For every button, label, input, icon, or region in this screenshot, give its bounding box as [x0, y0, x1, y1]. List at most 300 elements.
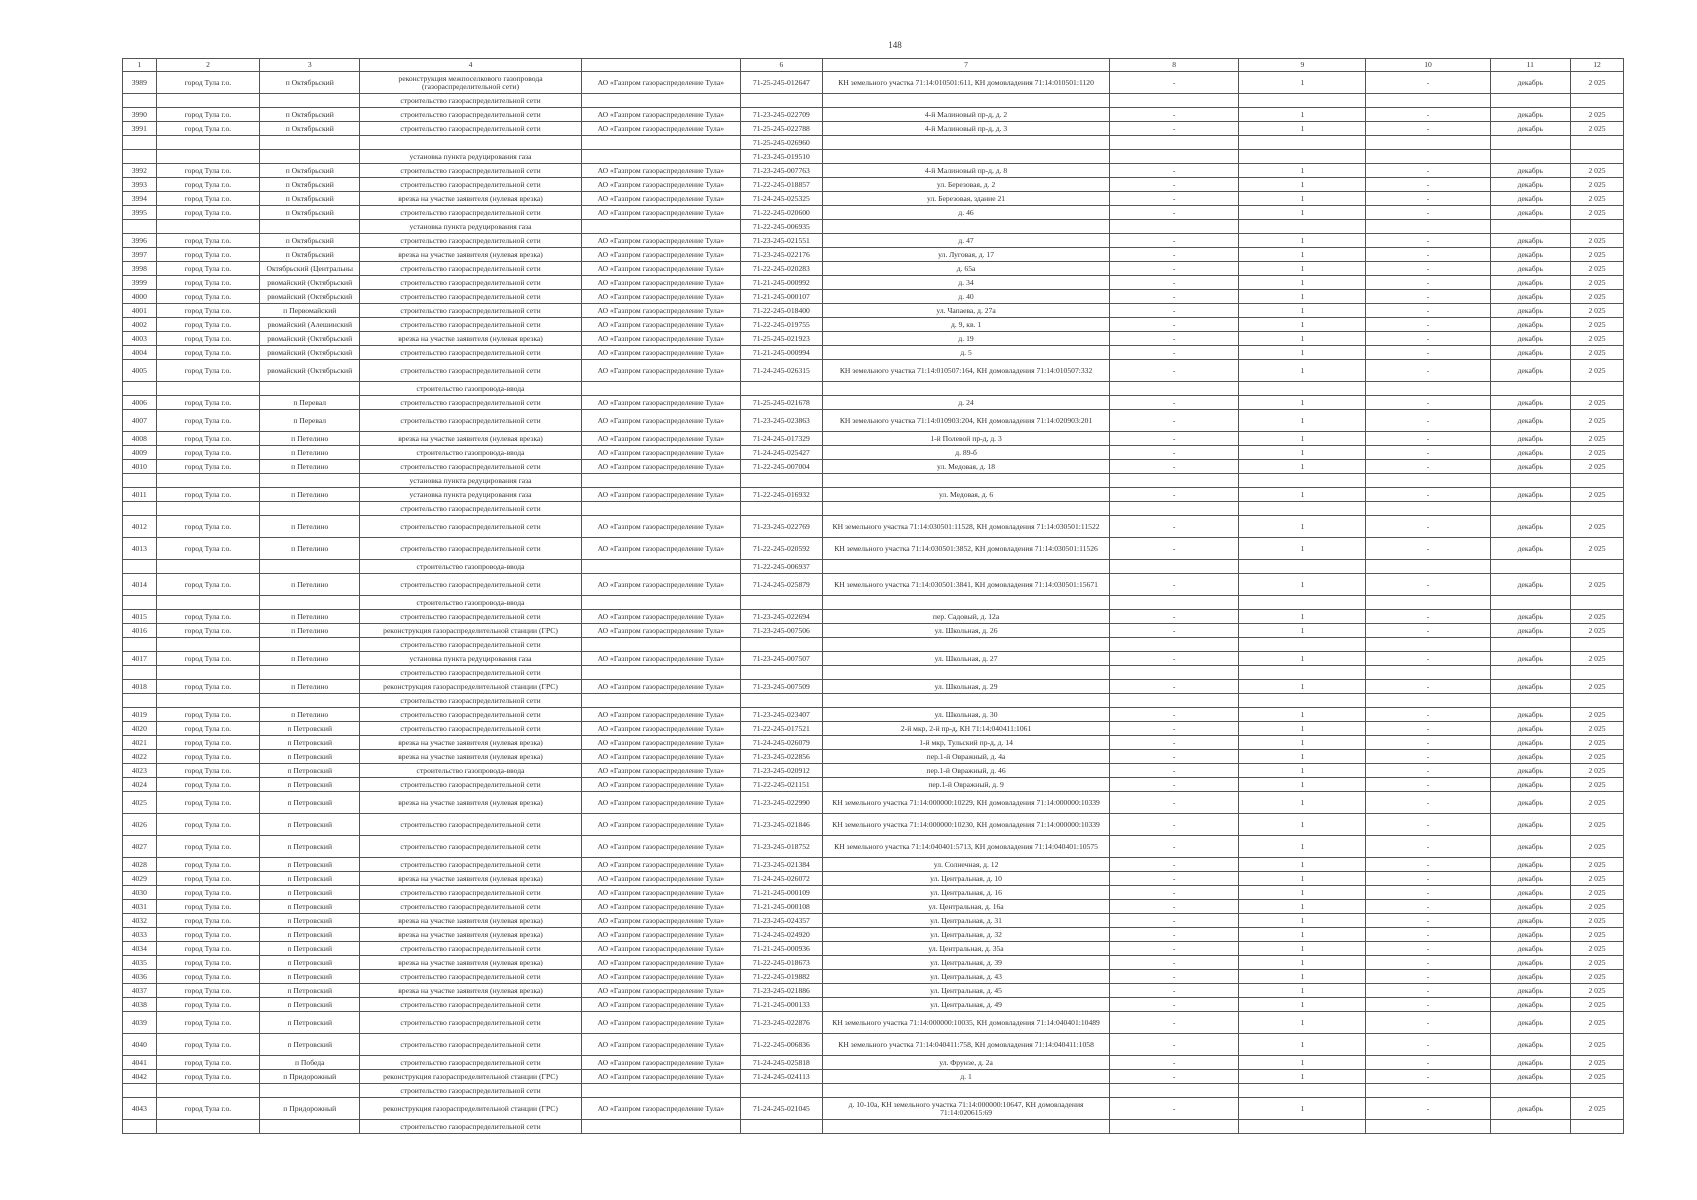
- table-cell: -: [1110, 722, 1239, 736]
- table-cell: АО «Газпром газораспределение Тула»: [581, 446, 740, 460]
- table-cell: 71-22-245-019882: [740, 970, 822, 984]
- table-row: [123, 538, 1624, 560]
- table-cell: п Петровский: [260, 886, 360, 900]
- table-cell: [581, 1084, 740, 1098]
- table-row: [123, 680, 1624, 694]
- table-cell: [823, 560, 1110, 574]
- table-cell: строительство газораспределительной сети: [360, 778, 582, 792]
- table-cell: [1571, 94, 1624, 108]
- table-cell: 2 025: [1571, 1070, 1624, 1084]
- table-cell: 2 025: [1571, 1056, 1624, 1070]
- table-cell: -: [1110, 488, 1239, 502]
- table-cell: 3995: [123, 206, 157, 220]
- table-cell: -: [1366, 1056, 1490, 1070]
- table-cell: -: [1110, 574, 1239, 596]
- table-cell: -: [1110, 750, 1239, 764]
- table-cell: 1: [1239, 708, 1366, 722]
- table-cell: п Победа: [260, 1056, 360, 1070]
- table-cell: [1366, 666, 1490, 680]
- table-cell: 4-й Малиновый пр-д, д. 2: [823, 108, 1110, 122]
- table-cell: строительство газораспределительной сети: [360, 610, 582, 624]
- table-cell: 71-25-245-012647: [740, 72, 822, 94]
- table-cell: 2 025: [1571, 680, 1624, 694]
- table-cell: -: [1366, 332, 1490, 346]
- table-cell: АО «Газпром газораспределение Тула»: [581, 836, 740, 858]
- table-row: [123, 94, 1624, 108]
- table-cell: 71-24-245-025427: [740, 446, 822, 460]
- table-cell: город Тула г.о.: [156, 956, 260, 970]
- table-cell: [156, 136, 260, 150]
- table-cell: врезка на участке заявителя (нулевая врезка): [360, 792, 582, 814]
- table-cell: 71-23-245-019510: [740, 150, 822, 164]
- table-cell: строительство газораспределительной сети: [360, 360, 582, 382]
- table-cell: АО «Газпром газораспределение Тула»: [581, 192, 740, 206]
- table-cell: 3991: [123, 122, 157, 136]
- table-row: [123, 234, 1624, 248]
- table-cell: 4025: [123, 792, 157, 814]
- table-cell: [823, 220, 1110, 234]
- table-cell: декабрь: [1490, 432, 1570, 446]
- table-cell: 71-25-245-021678: [740, 396, 822, 410]
- table-row: [123, 382, 1624, 396]
- table-cell: 1: [1239, 410, 1366, 432]
- table-cell: 1: [1239, 122, 1366, 136]
- table-cell: [123, 474, 157, 488]
- table-cell: город Тула г.о.: [156, 192, 260, 206]
- table-cell: город Тула г.о.: [156, 460, 260, 474]
- table-cell: 1: [1239, 900, 1366, 914]
- table-cell: 4032: [123, 914, 157, 928]
- table-cell: [581, 596, 740, 610]
- table-cell: [156, 474, 260, 488]
- table-cell: декабрь: [1490, 248, 1570, 262]
- table-cell: 2 025: [1571, 410, 1624, 432]
- table-cell: 2 025: [1571, 886, 1624, 900]
- table-cell: [1366, 220, 1490, 234]
- table-cell: 71-22-245-020592: [740, 538, 822, 560]
- table-cell: -: [1110, 206, 1239, 220]
- table-cell: 1: [1239, 680, 1366, 694]
- table-cell: 1: [1239, 1070, 1366, 1084]
- table-cell: город Тула г.о.: [156, 708, 260, 722]
- table-cell: 71-23-245-021886: [740, 984, 822, 998]
- table-row: [123, 502, 1624, 516]
- table-cell: п Петровский: [260, 998, 360, 1012]
- table-cell: 1: [1239, 984, 1366, 998]
- table-cell: 2 025: [1571, 914, 1624, 928]
- table-cell: строительство газораспределительной сети: [360, 814, 582, 836]
- table-row: [123, 900, 1624, 914]
- table-cell: -: [1110, 410, 1239, 432]
- table-cell: 1: [1239, 942, 1366, 956]
- table-cell: [1490, 666, 1570, 680]
- table-cell: 4033: [123, 928, 157, 942]
- table-cell: п Петровский: [260, 872, 360, 886]
- table-cell: АО «Газпром газораспределение Тула»: [581, 304, 740, 318]
- table-cell: декабрь: [1490, 1034, 1570, 1056]
- table-cell: [260, 1120, 360, 1134]
- table-cell: 4003: [123, 332, 157, 346]
- table-cell: 71-22-245-020283: [740, 262, 822, 276]
- table-cell: 71-23-245-021551: [740, 234, 822, 248]
- table-cell: город Тула г.о.: [156, 396, 260, 410]
- table-cell: 71-21-245-000109: [740, 886, 822, 900]
- table-cell: -: [1110, 164, 1239, 178]
- table-cell: ул. Чапаева, д. 27а: [823, 304, 1110, 318]
- table-cell: 71-24-245-021045: [740, 1098, 822, 1120]
- table-header: [123, 59, 1624, 72]
- table-cell: -: [1366, 778, 1490, 792]
- column-header: 9: [1239, 59, 1366, 72]
- table-cell: -: [1366, 1070, 1490, 1084]
- table-cell: [823, 596, 1110, 610]
- table-cell: [123, 150, 157, 164]
- table-cell: реконструкция газораспределительной станции (ГРС): [360, 680, 582, 694]
- table-cell: строительство газораспределительной сети: [360, 1012, 582, 1034]
- table-row: [123, 108, 1624, 122]
- table-cell: город Тула г.о.: [156, 248, 260, 262]
- table-cell: врезка на участке заявителя (нулевая врезка): [360, 750, 582, 764]
- table-cell: 1: [1239, 998, 1366, 1012]
- table-cell: город Тула г.о.: [156, 206, 260, 220]
- table-cell: декабрь: [1490, 836, 1570, 858]
- table-cell: ул. Школьная, д. 29: [823, 680, 1110, 694]
- table-cell: 4019: [123, 708, 157, 722]
- table-cell: 3999: [123, 276, 157, 290]
- table-cell: [123, 382, 157, 396]
- table-cell: [740, 638, 822, 652]
- table-cell: -: [1110, 290, 1239, 304]
- table-cell: декабрь: [1490, 750, 1570, 764]
- table-cell: п Петелино: [260, 680, 360, 694]
- table-cell: [1366, 136, 1490, 150]
- table-row: [123, 886, 1624, 900]
- table-cell: 71-23-245-007507: [740, 652, 822, 666]
- table-cell: -: [1366, 72, 1490, 94]
- table-cell: -: [1110, 192, 1239, 206]
- table-cell: город Тула г.о.: [156, 984, 260, 998]
- table-cell: д. 34: [823, 276, 1110, 290]
- table-cell: АО «Газпром газораспределение Тула»: [581, 750, 740, 764]
- table-cell: город Тула г.о.: [156, 1098, 260, 1120]
- table-cell: 71-25-245-022788: [740, 122, 822, 136]
- table-cell: 1: [1239, 332, 1366, 346]
- table-cell: 1: [1239, 446, 1366, 460]
- table-cell: АО «Газпром газораспределение Тула»: [581, 764, 740, 778]
- table-cell: реконструкция газораспределительной станции (ГРС): [360, 624, 582, 638]
- table-cell: 2 025: [1571, 72, 1624, 94]
- table-cell: п Петровский: [260, 928, 360, 942]
- table-cell: -: [1366, 956, 1490, 970]
- table-cell: 1: [1239, 914, 1366, 928]
- table-cell: 2 025: [1571, 276, 1624, 290]
- table-cell: декабрь: [1490, 998, 1570, 1012]
- table-cell: декабрь: [1490, 956, 1570, 970]
- table-cell: 1: [1239, 970, 1366, 984]
- table-cell: врезка на участке заявителя (нулевая врезка): [360, 956, 582, 970]
- table-cell: город Тула г.о.: [156, 360, 260, 382]
- table-cell: [823, 136, 1110, 150]
- table-cell: декабрь: [1490, 262, 1570, 276]
- table-cell: [581, 94, 740, 108]
- table-cell: 71-23-245-022856: [740, 750, 822, 764]
- table-cell: АО «Газпром газораспределение Тула»: [581, 998, 740, 1012]
- table-cell: [1490, 150, 1570, 164]
- table-cell: [1239, 596, 1366, 610]
- table-cell: 4-й Малиновый пр-д, д. 8: [823, 164, 1110, 178]
- table-cell: 71-22-245-016932: [740, 488, 822, 502]
- table-row: [123, 666, 1624, 680]
- table-cell: 71-23-245-020912: [740, 764, 822, 778]
- table-cell: строительство газораспределительной сети: [360, 108, 582, 122]
- table-cell: декабрь: [1490, 708, 1570, 722]
- table-cell: п Петелино: [260, 652, 360, 666]
- table-row: [123, 276, 1624, 290]
- table-cell: декабрь: [1490, 886, 1570, 900]
- table-cell: -: [1110, 858, 1239, 872]
- table-cell: -: [1366, 432, 1490, 446]
- table-cell: [123, 220, 157, 234]
- table-cell: 1: [1239, 538, 1366, 560]
- table-cell: -: [1366, 624, 1490, 638]
- table-cell: -: [1366, 900, 1490, 914]
- table-row: [123, 998, 1624, 1012]
- table-row: [123, 942, 1624, 956]
- table-cell: [1110, 220, 1239, 234]
- table-cell: [123, 596, 157, 610]
- table-cell: АО «Газпром газораспределение Тула»: [581, 360, 740, 382]
- table-cell: [740, 1120, 822, 1134]
- table-cell: 4002: [123, 318, 157, 332]
- table-cell: строительство газораспределительной сети: [360, 516, 582, 538]
- table-cell: [1239, 694, 1366, 708]
- table-cell: город Тула г.о.: [156, 574, 260, 596]
- table-cell: -: [1366, 1034, 1490, 1056]
- table-cell: АО «Газпром газораспределение Тула»: [581, 72, 740, 94]
- table-cell: [1239, 94, 1366, 108]
- table-cell: декабрь: [1490, 928, 1570, 942]
- table-cell: [260, 694, 360, 708]
- table-cell: -: [1110, 108, 1239, 122]
- table-cell: город Тула г.о.: [156, 108, 260, 122]
- table-cell: -: [1366, 914, 1490, 928]
- table-cell: -: [1110, 778, 1239, 792]
- table-cell: ул. Школьная, д. 27: [823, 652, 1110, 666]
- table-cell: п Перевал: [260, 410, 360, 432]
- table-cell: 4036: [123, 970, 157, 984]
- table-cell: АО «Газпром газораспределение Тула»: [581, 914, 740, 928]
- table-row: [123, 1120, 1624, 1134]
- table-cell: 4009: [123, 446, 157, 460]
- table-cell: город Тула г.о.: [156, 836, 260, 858]
- table-cell: -: [1366, 396, 1490, 410]
- table-cell: [1571, 1084, 1624, 1098]
- table-cell: -: [1366, 488, 1490, 502]
- table-cell: 71-24-245-025879: [740, 574, 822, 596]
- table-cell: -: [1366, 318, 1490, 332]
- table-cell: АО «Газпром газораспределение Тула»: [581, 234, 740, 248]
- table-row: [123, 814, 1624, 836]
- table-cell: 1: [1239, 886, 1366, 900]
- table-cell: АО «Газпром газораспределение Тула»: [581, 984, 740, 998]
- table-cell: [823, 382, 1110, 396]
- table-cell: [740, 94, 822, 108]
- table-cell: 2 025: [1571, 290, 1624, 304]
- table-cell: АО «Газпром газораспределение Тула»: [581, 290, 740, 304]
- table-cell: 71-22-245-006836: [740, 1034, 822, 1056]
- table-cell: 2 025: [1571, 928, 1624, 942]
- table-cell: 1: [1239, 276, 1366, 290]
- table-cell: -: [1366, 652, 1490, 666]
- table-cell: 1: [1239, 516, 1366, 538]
- table-cell: город Тула г.о.: [156, 680, 260, 694]
- table-row: [123, 150, 1624, 164]
- table-cell: 1: [1239, 624, 1366, 638]
- table-cell: [260, 560, 360, 574]
- table-cell: [1571, 560, 1624, 574]
- table-cell: 71-21-245-000992: [740, 276, 822, 290]
- table-cell: [260, 150, 360, 164]
- table-cell: строительство газораспределительной сети: [360, 694, 582, 708]
- table-cell: п Петровский: [260, 778, 360, 792]
- table-cell: [1110, 638, 1239, 652]
- table-cell: 71-22-245-017521: [740, 722, 822, 736]
- table-cell: п Петровский: [260, 970, 360, 984]
- table-cell: ул. Луговая, д. 17: [823, 248, 1110, 262]
- table-cell: строительство газораспределительной сети: [360, 122, 582, 136]
- table-cell: 2 025: [1571, 984, 1624, 998]
- table-cell: [260, 666, 360, 680]
- table-cell: декабрь: [1490, 970, 1570, 984]
- table-cell: строительство газораспределительной сети: [360, 1056, 582, 1070]
- table-cell: декабрь: [1490, 276, 1570, 290]
- table-cell: [1366, 694, 1490, 708]
- table-cell: п Петровский: [260, 750, 360, 764]
- table-cell: [123, 694, 157, 708]
- table-cell: 71-23-245-022694: [740, 610, 822, 624]
- table-cell: [1490, 94, 1570, 108]
- table-cell: 3989: [123, 72, 157, 94]
- table-cell: -: [1110, 914, 1239, 928]
- table-cell: АО «Газпром газораспределение Тула»: [581, 970, 740, 984]
- table-cell: 1: [1239, 360, 1366, 382]
- table-cell: д. 9, кв. 1: [823, 318, 1110, 332]
- table-cell: [156, 94, 260, 108]
- table-cell: 1: [1239, 234, 1366, 248]
- table-cell: КН земельного участка 71:14:040401:5713, КН домовладения 71:14:040401:10575: [823, 836, 1110, 858]
- table-cell: декабрь: [1490, 764, 1570, 778]
- table-cell: рвомайский (Октябрьский: [260, 346, 360, 360]
- table-cell: [156, 694, 260, 708]
- table-cell: строительство газораспределительной сети: [360, 1084, 582, 1098]
- table-cell: декабрь: [1490, 1012, 1570, 1034]
- table-cell: город Тула г.о.: [156, 914, 260, 928]
- table-cell: АО «Газпром газораспределение Тула»: [581, 410, 740, 432]
- table-cell: -: [1366, 290, 1490, 304]
- table-cell: 1: [1239, 750, 1366, 764]
- table-cell: 4016: [123, 624, 157, 638]
- table-cell: 4031: [123, 900, 157, 914]
- table-cell: [1571, 502, 1624, 516]
- table-cell: ул. Фрунзе, д. 2а: [823, 1056, 1110, 1070]
- table-cell: АО «Газпром газораспределение Тула»: [581, 708, 740, 722]
- table-cell: п Петровский: [260, 836, 360, 858]
- table-row: [123, 736, 1624, 750]
- table-cell: 4034: [123, 942, 157, 956]
- table-cell: [740, 596, 822, 610]
- table-cell: 1: [1239, 610, 1366, 624]
- table-cell: ул. Центральная, д. 32: [823, 928, 1110, 942]
- table-cell: декабрь: [1490, 722, 1570, 736]
- table-cell: [823, 94, 1110, 108]
- table-cell: ул. Березовая, здание 21: [823, 192, 1110, 206]
- table-cell: [1366, 596, 1490, 610]
- page-number: 148: [888, 40, 902, 50]
- table-cell: [123, 666, 157, 680]
- table-cell: декабрь: [1490, 178, 1570, 192]
- table-cell: -: [1110, 886, 1239, 900]
- table-cell: [260, 382, 360, 396]
- table-cell: декабрь: [1490, 72, 1570, 94]
- table-cell: [1366, 1120, 1490, 1134]
- table-cell: декабрь: [1490, 1070, 1570, 1084]
- table-cell: [1571, 220, 1624, 234]
- table-cell: АО «Газпром газораспределение Тула»: [581, 1070, 740, 1084]
- table-row: [123, 778, 1624, 792]
- table-cell: [1110, 1084, 1239, 1098]
- table-cell: 4030: [123, 886, 157, 900]
- table-cell: город Тула г.о.: [156, 750, 260, 764]
- table-cell: [260, 94, 360, 108]
- table-cell: -: [1366, 346, 1490, 360]
- table-cell: строительство газораспределительной сети: [360, 94, 582, 108]
- table-cell: п Петелино: [260, 460, 360, 474]
- table-cell: 4020: [123, 722, 157, 736]
- table-cell: 1: [1239, 488, 1366, 502]
- table-cell: [1366, 94, 1490, 108]
- table-cell: декабрь: [1490, 1056, 1570, 1070]
- table-cell: 1: [1239, 346, 1366, 360]
- table-cell: -: [1110, 234, 1239, 248]
- table-cell: -: [1366, 764, 1490, 778]
- table-row: [123, 708, 1624, 722]
- table-cell: декабрь: [1490, 304, 1570, 318]
- table-row: [123, 638, 1624, 652]
- table-cell: [1571, 596, 1624, 610]
- table-cell: [156, 220, 260, 234]
- table-cell: ул. Школьная, д. 26: [823, 624, 1110, 638]
- table-cell: декабрь: [1490, 516, 1570, 538]
- table-cell: [1490, 474, 1570, 488]
- table-cell: 1: [1239, 1034, 1366, 1056]
- table-cell: 71-24-245-025325: [740, 192, 822, 206]
- table-cell: -: [1110, 432, 1239, 446]
- table-cell: 71-23-245-023407: [740, 708, 822, 722]
- table-cell: 71-22-245-018673: [740, 956, 822, 970]
- table-cell: [1490, 638, 1570, 652]
- table-cell: 4038: [123, 998, 157, 1012]
- table-cell: 2 025: [1571, 360, 1624, 382]
- table-cell: п Октябрьский: [260, 72, 360, 94]
- table-cell: врезка на участке заявителя (нулевая врезка): [360, 248, 582, 262]
- table-cell: 4037: [123, 984, 157, 998]
- table-cell: 4007: [123, 410, 157, 432]
- table-cell: установка пункта редуцирования газа: [360, 150, 582, 164]
- table-cell: город Тула г.о.: [156, 234, 260, 248]
- table-cell: АО «Газпром газораспределение Тула»: [581, 1012, 740, 1034]
- table-cell: пер. Садовый, д. 12а: [823, 610, 1110, 624]
- table-cell: АО «Газпром газораспределение Тула»: [581, 722, 740, 736]
